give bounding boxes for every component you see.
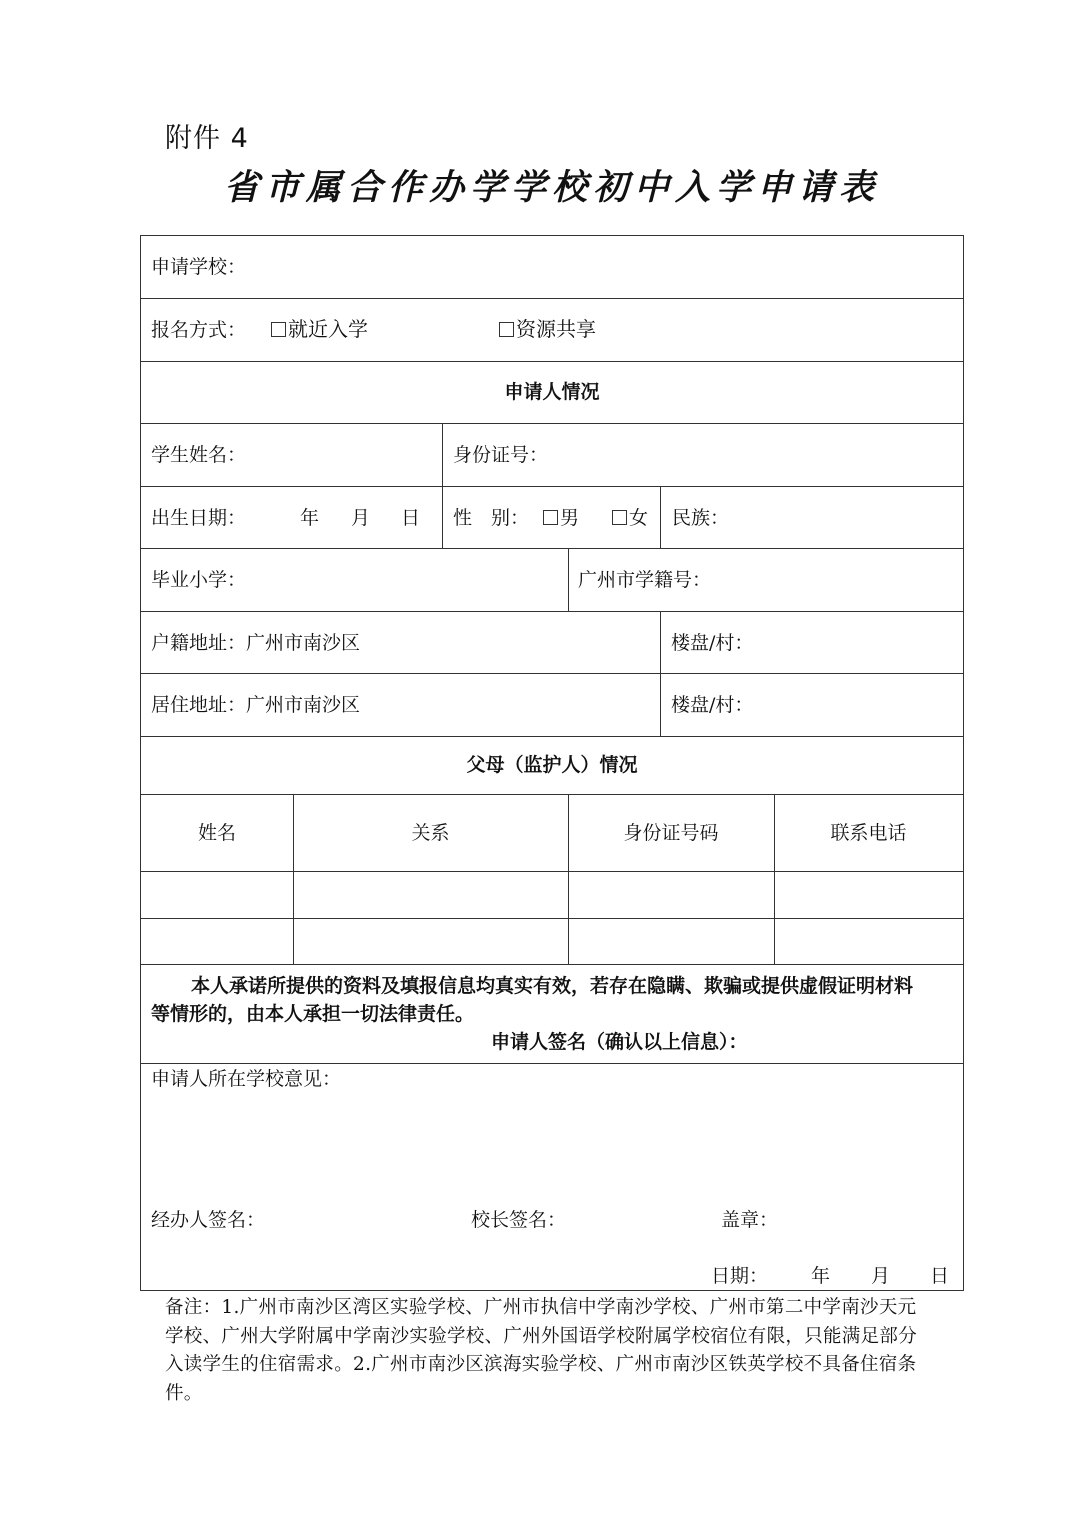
- option-share[interactable]: [499, 318, 596, 340]
- option-nearby[interactable]: [271, 318, 368, 340]
- row-divider: [141, 736, 963, 737]
- birth-year-label: 年: [300, 507, 320, 529]
- school-opinion-label: 申请人所在学校意见：: [151, 1068, 342, 1090]
- col-divider: [442, 423, 443, 548]
- principal-signature-label: 校长签名：: [471, 1209, 567, 1231]
- ethnicity-label: 民族：: [672, 507, 730, 529]
- checkbox-female[interactable]: [612, 510, 627, 525]
- signup-method-label: 报名方式：: [151, 319, 247, 341]
- id-number-label: 身份证号：: [453, 444, 549, 466]
- apply-school-field[interactable]: [401, 244, 951, 290]
- row-divider: [141, 548, 963, 549]
- date-label: 日期：: [711, 1265, 769, 1287]
- row-divider: [141, 871, 963, 872]
- application-form: [140, 235, 964, 1291]
- row-divider: [141, 423, 963, 424]
- handler-signature-label: 经办人签名：: [151, 1209, 266, 1231]
- row-divider: [141, 298, 963, 299]
- gz-student-id-label: 广州市学籍号：: [578, 569, 712, 591]
- col-header-name: 姓名: [197, 822, 236, 844]
- apply-school-label: 申请学校：: [151, 256, 247, 278]
- checkbox-nearby[interactable]: [271, 322, 286, 337]
- parents-section-heading: 父母（监护人）情况: [466, 754, 638, 776]
- option-share-label: 资源共享: [516, 317, 596, 341]
- checkbox-share[interactable]: [499, 322, 514, 337]
- male-label: 男: [560, 507, 580, 529]
- female-label: 女: [629, 507, 649, 529]
- date-day-label: 日: [930, 1265, 950, 1287]
- date-month-label: 月: [871, 1265, 891, 1287]
- applicant-section-heading: 申请人情况: [504, 381, 600, 403]
- birth-month-label: 月: [351, 507, 371, 529]
- gender-label: 性 别：: [453, 507, 530, 529]
- col-divider: [293, 794, 294, 964]
- col-divider: [568, 794, 569, 964]
- attachment-label: 附件 4: [165, 123, 249, 154]
- household-address-label: 户籍地址：广州市南沙区: [151, 632, 361, 654]
- checkbox-male[interactable]: [543, 510, 558, 525]
- pledge-line-1: 本人承诺所提供的资料及填报信息均真实有效，若存在隐瞒、欺骗或提供虚假证明材料: [191, 975, 914, 997]
- col-header-id: 身份证号码: [623, 822, 719, 844]
- option-female[interactable]: [612, 507, 648, 529]
- seal-label: 盖章：: [721, 1209, 779, 1231]
- row-divider: [141, 486, 963, 487]
- building-village-label-2: 楼盘/村：: [671, 694, 754, 716]
- col-divider: [660, 486, 661, 548]
- pledge-line-2: 等情形的，由本人承担一切法律责任。: [151, 1003, 475, 1025]
- option-male[interactable]: [543, 507, 579, 529]
- birth-date-label: 出生日期：: [151, 507, 247, 529]
- row-divider: [141, 1063, 963, 1064]
- row-divider: [141, 964, 963, 965]
- row-divider: [141, 361, 963, 362]
- date-year-label: 年: [811, 1265, 831, 1287]
- residence-address-label: 居住地址：广州市南沙区: [151, 694, 361, 716]
- row-divider: [141, 673, 963, 674]
- student-name-label: 学生姓名：: [151, 444, 247, 466]
- col-header-relation: 关系: [411, 822, 450, 844]
- row-divider: [141, 611, 963, 612]
- building-village-label-1: 楼盘/村：: [671, 632, 754, 654]
- option-nearby-label: 就近入学: [288, 317, 368, 341]
- col-divider: [660, 611, 661, 736]
- row-divider: [141, 918, 963, 919]
- col-header-phone: 联系电话: [830, 822, 907, 844]
- footnote: 备注：1.广州市南沙区湾区实验学校、广州市执信中学南沙学校、广州市第二中学南沙天元学校、广州大学附属中学南沙实验学校、广州外国语学校附属学校宿位有限，只能满足部分入读学生的住宿需求。2.广州市南沙区滨海实验学校、广州市南沙区铁英学校不具备住宿条件。: [165, 1297, 918, 1404]
- row-divider: [141, 794, 963, 795]
- birth-day-label: 日: [401, 507, 421, 529]
- form-title: 省市属合作办学学校初中入学申请表: [223, 167, 880, 208]
- applicant-signature-label: 申请人签名（确认以上信息）：: [491, 1031, 748, 1053]
- primary-school-label: 毕业小学：: [151, 569, 247, 591]
- col-divider: [568, 548, 569, 611]
- col-divider: [774, 794, 775, 964]
